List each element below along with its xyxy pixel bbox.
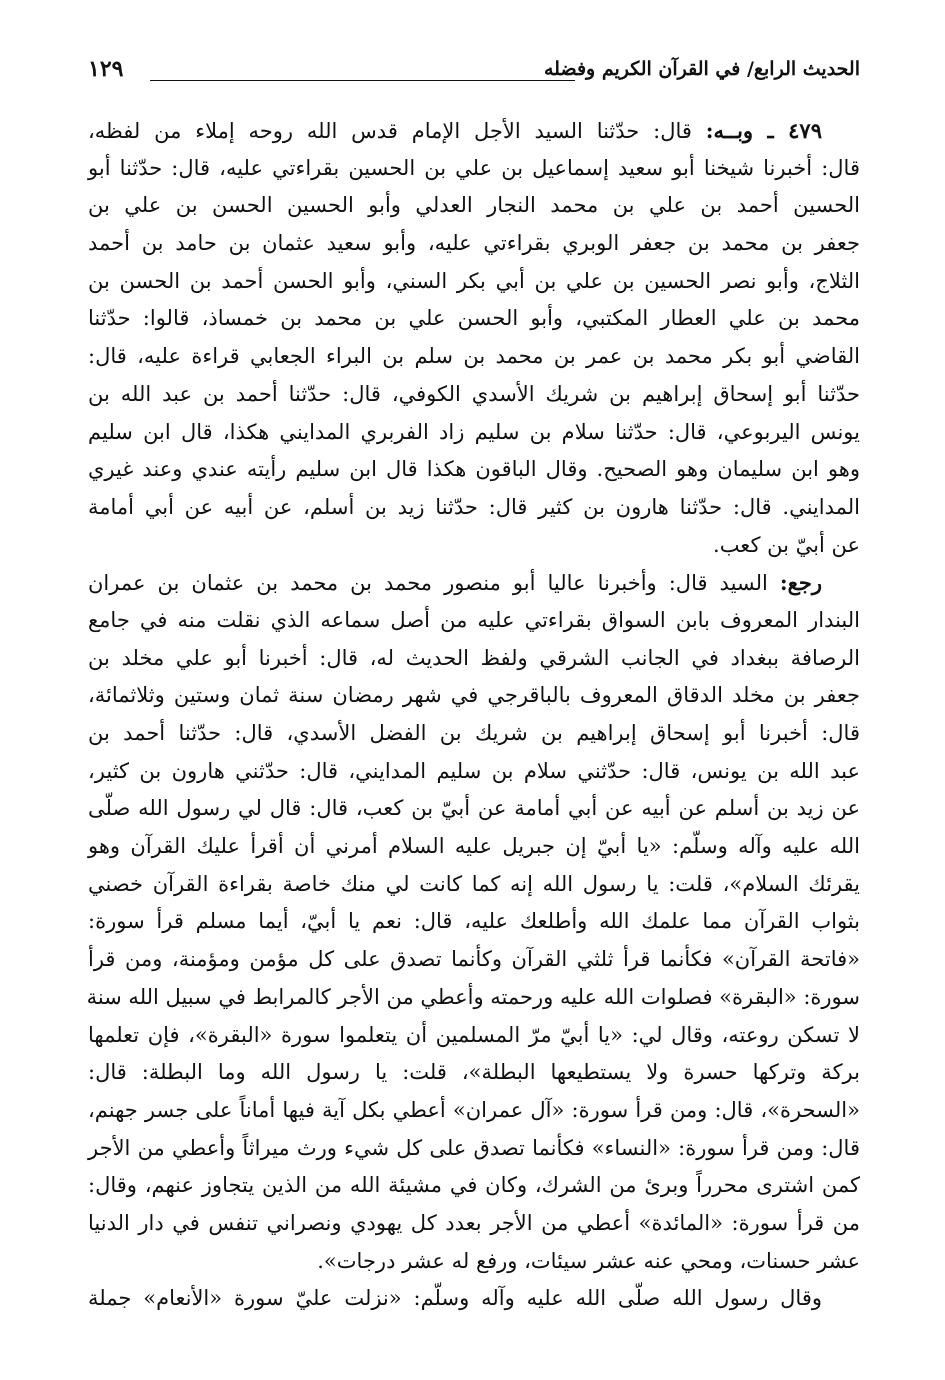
line-text: «فاتحة القرآن» فكأنما قرأ ثلثي القرآن وكأنما تصدق على كل مؤمن ومؤمنة، ومن قرأ bbox=[88, 947, 860, 972]
text-line bbox=[88, 527, 860, 565]
text-line bbox=[88, 263, 860, 301]
text-line bbox=[88, 564, 860, 602]
line-text: الثلاج، وأبو نصر الحسين بن علي بن أبي بكر السني، وأبو الحسن أحمد بن الحسن بن bbox=[88, 268, 860, 293]
text-line bbox=[88, 451, 860, 489]
line-text: يونس اليربوعي، قال: حدّثنا سلام بن سليم زاد الفربري المدايني هكذا، قال ابن سليم bbox=[88, 419, 860, 444]
paragraph bbox=[88, 1280, 860, 1318]
line-text: البندار المعروف بابن السواق بقراءتي عليه من أصل سماعه الذي نقلت منه في جامع bbox=[88, 607, 860, 632]
paragraph-lead: رجع: bbox=[779, 570, 822, 596]
line-text: المدايني. قال: حدّثنا هارون بن كثير قال: حدّثنا زيد بن أسلم، عن أبيه عن أبي أمامة bbox=[88, 494, 860, 519]
line-text: وهو ابن سليمان وهو الصحيح. وقال الباقون هكذا قال ابن سليم رأيته عندي وعند غيري bbox=[88, 457, 860, 482]
line-text: قال: حدّثنا السيد الأجل الإمام قدس الله روحه إملاء من لفظه، bbox=[88, 119, 692, 143]
line-text: عبد الله بن يونس، قال: حدّثني سلام بن سليم المدايني، قال: حدّثني هارون بن كثير، bbox=[88, 758, 860, 783]
line-text: قال: أخبرنا شيخنا أبو سعيد إسماعيل بن علي بن الحسين بقراءتي عليه، قال: حدّثنا أبو bbox=[88, 155, 860, 180]
line-text: سورة: «البقرة» فصلوات الله عليه ورحمته وأعطي من الأجر كالمرابط في سبيل الله سنة bbox=[86, 984, 860, 1009]
text-line bbox=[88, 300, 860, 338]
text-line bbox=[88, 640, 860, 678]
line-text: السيد قال: وأخبرنا عاليا أبو منصور محمد بن محمد بن عثمان بن عمران bbox=[88, 571, 768, 596]
text-line bbox=[88, 1243, 860, 1281]
text-line bbox=[88, 150, 860, 188]
text-line bbox=[88, 1130, 860, 1168]
page-number: ١٢٩ bbox=[88, 56, 124, 82]
text-line bbox=[88, 1017, 860, 1055]
text-line bbox=[88, 828, 860, 866]
line-text: عشر حسنات، ومحي عنه عشر سيئات، ورفع له عشر درجات». bbox=[317, 1248, 860, 1273]
text-line bbox=[88, 602, 860, 640]
text-line bbox=[88, 1280, 860, 1318]
line-text: جعفر بن مخلد الدقاق المعروف بالباقرجي في شهر رمضان سنة ثمان وستين وثلاثمائة، bbox=[88, 683, 860, 708]
line-text: بثواب القرآن مما علمك الله وأطلعك عليه، قال: نعم يا أبيّ، أيما مسلم قرأ سورة: bbox=[88, 909, 860, 934]
line-text: قال: أخبرنا أبو إسحاق إبراهيم بن شريك بن الفضل الأسدي، قال: حدّثنا أحمد بن bbox=[88, 721, 860, 745]
text-line bbox=[88, 1054, 860, 1092]
line-text: وقال رسول الله صلّى الله عليه وآله وسلّم: «نزلت عليّ سورة «الأنعام» جملة bbox=[88, 1286, 822, 1311]
line-text: من قرأ سورة: «المائدة» أعطي من الأجر بعدد كل يهودي ونصراني تنفس في دار الدنيا bbox=[88, 1210, 860, 1235]
line-text: لا تسكن روعته، وقال لي: «يا أبيّ مرّ المسلمين أن يتعلموا سورة «البقرة»، فإن تعلمها bbox=[88, 1022, 860, 1047]
text-line bbox=[88, 187, 860, 225]
line-text: الرصافة ببغداد في الجانب الشرقي ولفظ الحديث له، قال: أخبرنا أبو علي مخلد بن bbox=[88, 645, 860, 670]
line-text: الحسين أحمد بن علي بن محمد النجار العدلي وأبو الحسين الحسن بن علي بن bbox=[88, 193, 860, 218]
text-line bbox=[88, 790, 860, 828]
paragraph-lead: ٤٧٩ ـ وبــه: bbox=[705, 118, 822, 143]
line-text: محمد بن علي العطار المكتبي، وأبو الحسن علي بن محمد بن خمساذ، قالوا: حدّثنا bbox=[88, 306, 860, 331]
running-title: الحديث الرابع/ في القرآن الكريم وفضله bbox=[544, 58, 860, 80]
text-line bbox=[88, 376, 860, 414]
line-text: عن أبيّ بن كعب. bbox=[713, 532, 860, 557]
header-rule bbox=[150, 80, 575, 81]
page-header bbox=[88, 56, 860, 90]
text-line bbox=[88, 941, 860, 979]
text-line bbox=[88, 903, 860, 941]
line-text: جعفر بن محمد بن جعفر الوبري بقراءتي عليه، وأبو سعيد عثمان بن حامد بن أحمد bbox=[88, 231, 860, 256]
text-line bbox=[88, 112, 860, 150]
line-text: كمن اشترى محرراً وبرئ من الشرك، وكان في مشيئة الله من الذين يتجاوز عنهم، وقال: bbox=[88, 1173, 860, 1198]
line-text: القاضي أبو بكر محمد بن عمر بن محمد بن سلم بن البراء الجعابي قراءة عليه، قال: bbox=[88, 344, 860, 369]
text-line bbox=[88, 225, 860, 263]
line-text: عن زيد بن أسلم عن أبيه عن أبي أمامة عن أبيّ بن كعب، قال: قال لي رسول الله صلّى bbox=[88, 796, 860, 821]
paragraph bbox=[88, 564, 860, 1280]
text-line bbox=[88, 414, 860, 452]
text-line bbox=[88, 677, 860, 715]
text-line bbox=[88, 866, 860, 904]
text-line bbox=[88, 715, 860, 753]
text-line bbox=[88, 753, 860, 791]
body-text bbox=[88, 112, 860, 1318]
line-text: «السحرة»، قال: ومن قرأ سورة: «آل عمران» أعطي بكل آية فيها أماناً على جسر جهنم، bbox=[88, 1097, 860, 1122]
line-text: بركة وتركها حسرة ولا يستطيعها البطلة»، قلت: يا رسول الله وما البطلة: قال: bbox=[88, 1060, 860, 1085]
text-line bbox=[88, 489, 860, 527]
line-text: الله عليه وآله وسلّم: «يا أبيّ إن جبريل عليه السلام أمرني أن أقرأ عليك القرآن وهو bbox=[88, 834, 860, 859]
text-line bbox=[88, 338, 860, 376]
text-line bbox=[88, 1167, 860, 1205]
text-line bbox=[88, 1092, 860, 1130]
line-text: يقرئك السلام»، قلت: يا رسول الله إنه كما كانت لي منك خاصة بقراءة القرآن خصني bbox=[88, 871, 860, 896]
text-line bbox=[88, 1205, 860, 1243]
line-text: قال: ومن قرأ سورة: «النساء» فكأنما تصدق على كل شيء ورث ميراثاً وأعطي من الأجر bbox=[88, 1135, 860, 1160]
line-text: حدّثنا أبو إسحاق إبراهيم بن شريك الأسدي الكوفي، قال: حدّثنا أحمد بن عبد الله بن bbox=[88, 381, 860, 406]
paragraph bbox=[88, 112, 860, 564]
text-line bbox=[88, 979, 860, 1017]
